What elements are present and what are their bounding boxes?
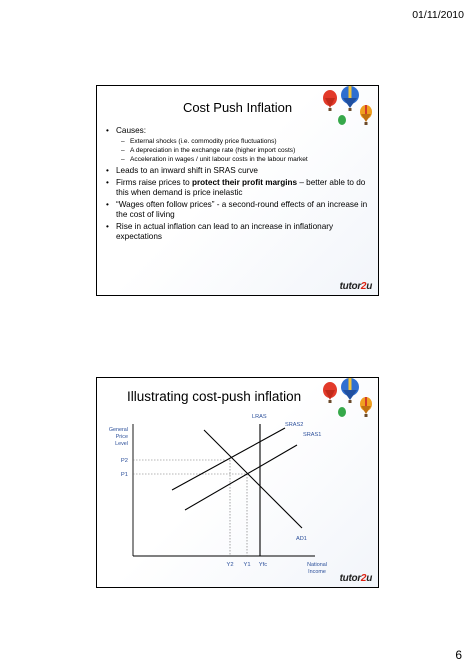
bullet-item: • Causes:	[103, 126, 373, 136]
lras-label: LRAS	[252, 414, 267, 420]
slide-cost-push-inflation	[96, 85, 379, 296]
x-tick-yfc: Yfc	[258, 562, 268, 568]
sub-bullet-item: – A depreciation in the exchange rate (higher import costs)	[103, 147, 373, 155]
bullet-item: • “Wages often follow prices” - a second-round effects of an increase in the cost of living	[103, 200, 373, 220]
bold-phrase: protect their profit margins	[191, 177, 298, 187]
sub-bullet-item: – External shocks (i.e. commodity price fluctuations)	[103, 138, 373, 146]
sub-bullet-item: – Acceleration in wages / unit labour costs in the labour market	[103, 156, 373, 164]
ad1-curve	[204, 430, 302, 528]
tutor2u-logo: tutor2u	[339, 573, 372, 584]
slide-title: Illustrating cost-push inflation	[127, 389, 302, 404]
x-tick-y1: Y1	[243, 562, 251, 568]
y-axis-label-line3: Level	[115, 441, 128, 447]
tutor2u-logo: tutor2u	[339, 281, 372, 292]
x-axis-label-line2: Income	[308, 569, 326, 575]
y-tick-p2: P2	[120, 458, 128, 464]
ad1-label: AD1	[296, 536, 307, 542]
slide-title: Cost Push Inflation	[182, 100, 293, 115]
x-tick-y2: Y2	[226, 562, 234, 568]
y-tick-p1: P1	[120, 472, 128, 478]
ad-as-diagram	[97, 378, 379, 588]
page-date: 01/11/2010	[412, 9, 464, 21]
bullet-list	[103, 126, 373, 244]
sras2-curve	[172, 428, 285, 490]
sras1-curve	[185, 445, 297, 510]
bullet-item: • Rise in actual inflation can lead to an increase in inflationary expectations	[103, 222, 373, 242]
page-number: 6	[455, 648, 462, 662]
sras2-label: SRAS2	[285, 422, 304, 428]
x-axis-label-line1: National	[307, 562, 327, 568]
sras1-label: SRAS1	[303, 432, 322, 438]
bullet-item: • Leads to an inward shift in SRAS curve	[103, 166, 373, 176]
bullet-item: • Firms raise prices to protect their profit margins – better able to do this when demand is price inelastic	[103, 178, 373, 198]
y-axis-label-line1: General	[108, 427, 128, 433]
slide-illustrating-cost-push	[96, 377, 379, 588]
y-axis-label-line2: Price	[115, 434, 128, 440]
